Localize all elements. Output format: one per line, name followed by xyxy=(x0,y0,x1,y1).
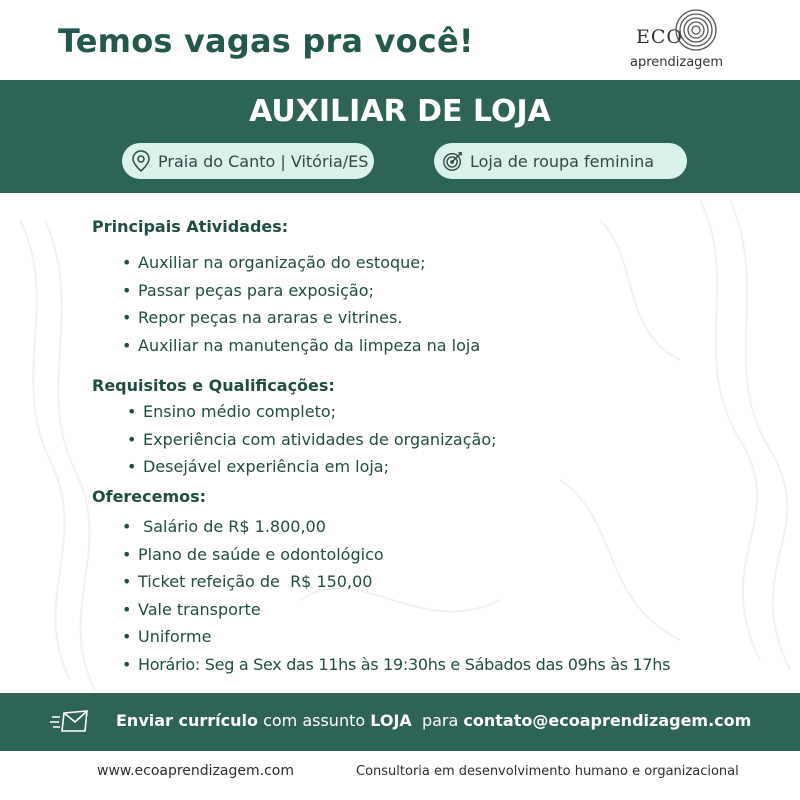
list-item: • Plano de saúde e odontológico xyxy=(122,544,384,564)
requirements-list xyxy=(127,398,497,481)
offers-title: Oferecemos: xyxy=(92,487,207,506)
activities-title: Principais Atividades: xyxy=(92,217,289,236)
cta-subject: LOJA xyxy=(370,711,412,730)
requirements-title: Requisitos e Qualificações: xyxy=(92,376,335,395)
footer-tagline: Consultoria em desenvolvimento humano e organizacional xyxy=(356,764,739,779)
list-item: • Salário de R$ 1.800,00 xyxy=(122,517,326,536)
list-item: • Ensino médio completo; xyxy=(127,402,337,421)
category-text: Loja de roupa feminina xyxy=(470,151,655,171)
top-header xyxy=(0,0,800,80)
brand-logo xyxy=(628,8,738,74)
list-item: • Ticket refeição de R$ 150,00 xyxy=(122,572,373,591)
location-pill xyxy=(122,143,374,179)
website-link[interactable]: www.ecoaprendizagem.com xyxy=(97,763,294,779)
job-title-band xyxy=(0,80,800,193)
cta-subject-label: com assunto xyxy=(257,711,371,730)
offers-list xyxy=(122,513,670,678)
fingerprint-logo-icon xyxy=(674,8,718,52)
category-pill xyxy=(434,143,687,179)
cta-to-label: para xyxy=(411,711,464,730)
footer xyxy=(0,751,800,800)
activities-list xyxy=(122,249,480,359)
list-item: • Auxiliar na manutenção da limpeza na loja xyxy=(122,335,481,355)
list-item: • Vale transporte xyxy=(122,599,261,619)
list-item: • Uniforme xyxy=(122,627,212,646)
contact-email-link[interactable]: contato@ecoaprendizagem.com xyxy=(463,711,752,730)
list-item: • Passar peças para exposição; xyxy=(122,280,374,300)
list-item: • Horário: Seg a Sex das 11hs às 19:30hs e Sábados das 09hs às 17hs xyxy=(122,654,671,674)
cta-text xyxy=(116,711,751,730)
job-title: AUXILIAR DE LOJA xyxy=(249,94,551,129)
location-text: Praia do Canto | Vitória/ES xyxy=(158,151,369,171)
list-item: • Desejável experiência em loja; xyxy=(127,457,389,476)
cta-action: Enviar currículo xyxy=(116,711,258,730)
cta-band xyxy=(0,693,800,751)
target-icon xyxy=(442,149,464,173)
list-item: • Auxiliar na organização do estoque; xyxy=(122,253,426,272)
list-item: • Experiência com atividades de organização; xyxy=(127,429,497,449)
job-details xyxy=(0,193,800,693)
location-pin-icon xyxy=(130,149,152,173)
logo-eco-text: ECO xyxy=(636,26,683,48)
page-headline: Temos vagas pra você! xyxy=(58,22,474,60)
send-mail-icon xyxy=(50,709,90,735)
logo-subtitle: aprendizagem xyxy=(630,55,724,70)
list-item: • Repor peças na araras e vitrines. xyxy=(122,308,403,327)
